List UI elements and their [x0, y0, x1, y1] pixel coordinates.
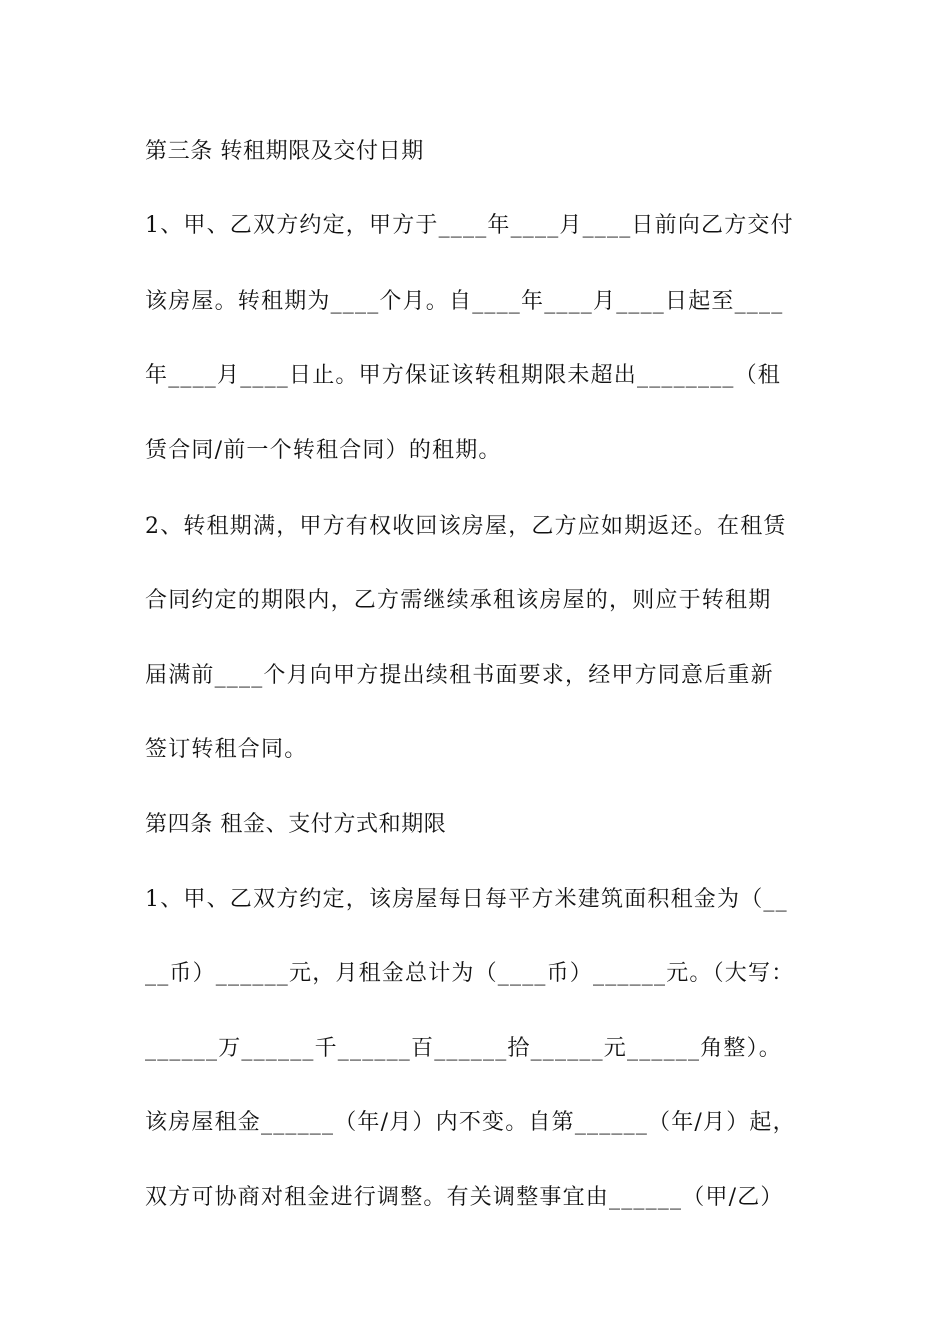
paragraph-line: 1、甲、乙双方约定，该房屋每日每平方米建筑面积租金为（__ — [145, 887, 788, 912]
paragraph-line: __币）______元，月租金总计为（____币）______元。（大写： — [145, 961, 795, 986]
paragraph-line: 合同约定的期限内，乙方需继续承租该房屋的，则应于转租期 — [145, 588, 772, 613]
paragraph-line: 届满前____个月向甲方提出续租书面要求，经甲方同意后重新 — [145, 663, 774, 688]
paragraph-line: 1、甲、乙双方约定，甲方于____年____月____日前向乙方交付 — [145, 213, 794, 238]
paragraph-line: 该房屋租金______（年/月）内不变。自第______（年/月）起， — [145, 1110, 796, 1135]
paragraph-line: ______万______千______百______拾______元______角整）。 — [145, 1036, 783, 1061]
article-3-heading: 第三条 转租期限及交付日期 — [145, 139, 424, 164]
paragraph-line: 2、转租期满，甲方有权收回该房屋，乙方应如期返还。在租赁 — [145, 514, 787, 539]
article-4-heading: 第四条 租金、支付方式和期限 — [145, 812, 447, 837]
paragraph-line: 年____月____日止。甲方保证该转租期限未超出________（租 — [145, 363, 782, 388]
paragraph-line: 签订转租合同。 — [145, 737, 308, 762]
paragraph-line: 赁合同/前一个转租合同）的租期。 — [145, 438, 502, 463]
paragraph-line: 该房屋。转租期为____个月。自____年____月____日起至____ — [145, 289, 784, 314]
paragraph-line: 双方可协商对租金进行调整。有关调整事宜由______（甲/乙） — [145, 1185, 784, 1210]
